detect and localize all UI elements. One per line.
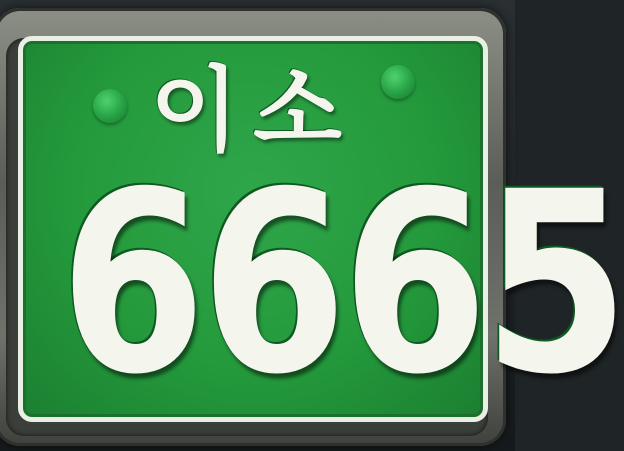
plate-number: 6665 <box>59 138 624 429</box>
license-plate <box>18 36 624 429</box>
plate-region-text: 이소 <box>150 57 356 164</box>
